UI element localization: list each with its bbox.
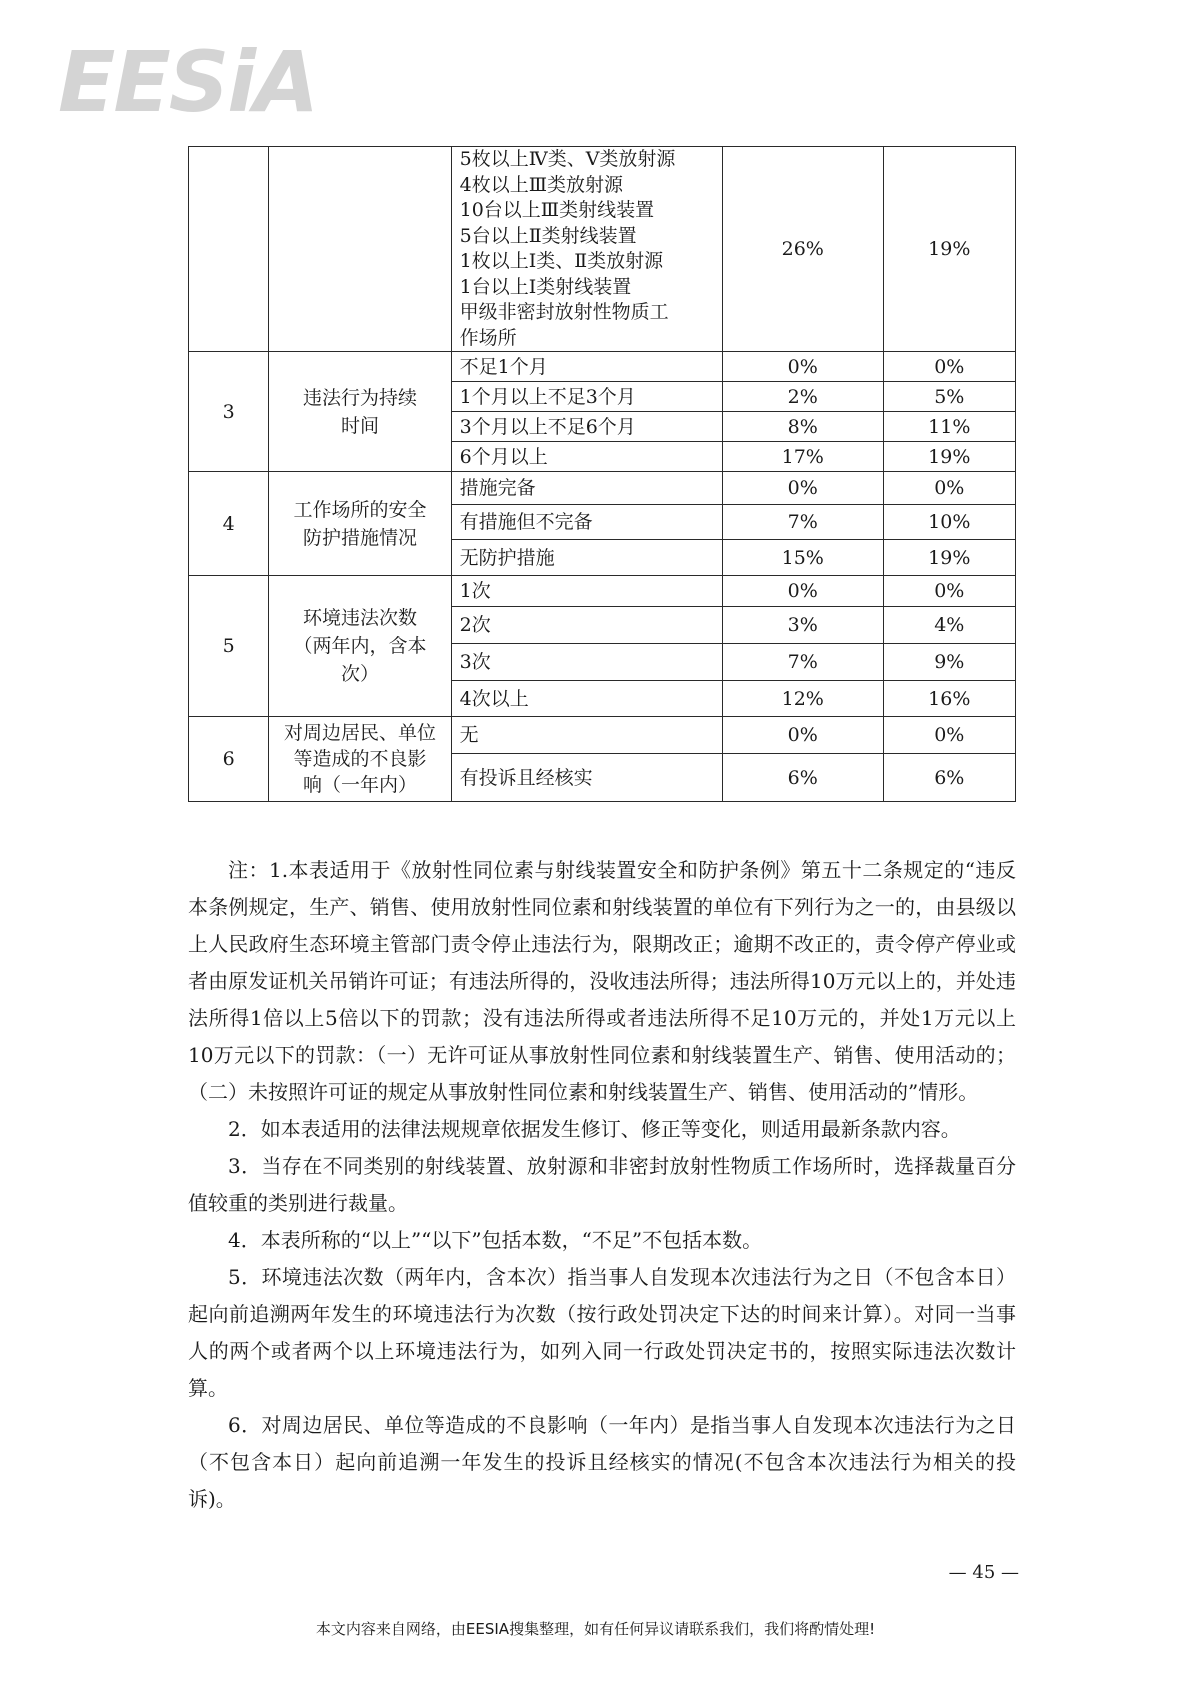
value-cell-2: 5% bbox=[883, 382, 1015, 412]
item-cell bbox=[269, 576, 451, 717]
value-cell-2: 4% bbox=[883, 607, 1015, 644]
item-line: 对周边居民、单位 bbox=[283, 722, 436, 744]
condition-line: 作场所 bbox=[459, 326, 517, 349]
condition-cell: 有措施但不完备 bbox=[451, 505, 722, 540]
item-line: 等造成的不良影 bbox=[293, 748, 427, 770]
item-line: 时间 bbox=[340, 414, 379, 437]
table-row bbox=[189, 576, 1016, 607]
value-cell-1: 7% bbox=[722, 644, 883, 681]
note-paragraph: 6．对周边居民、单位等造成的不良影响（一年内）是指当事人自发现本次违法行为之日（不包含本日）起向前追溯一年发生的投诉且经核实的情况(不包含本次违法行为相关的投诉)。 bbox=[188, 1413, 1016, 1511]
condition-cell: 有投诉且经核实 bbox=[451, 754, 722, 802]
condition-cell: 3次 bbox=[451, 644, 722, 681]
row-number: 6 bbox=[189, 717, 269, 802]
condition-cell: 3个月以上不足6个月 bbox=[451, 412, 722, 442]
condition-line: 甲级非密封放射性物质工 bbox=[459, 301, 669, 323]
table-row bbox=[189, 352, 1016, 382]
value-cell-2: 0% bbox=[883, 576, 1015, 607]
condition-line: 5台以上Ⅱ类射线装置 bbox=[459, 224, 637, 247]
item-line: 次） bbox=[340, 663, 379, 685]
condition-line: 5枚以上Ⅳ类、Ⅴ类放射源 bbox=[459, 148, 676, 170]
value-cell-1: 8% bbox=[722, 412, 883, 442]
table-notes bbox=[188, 852, 1016, 1518]
value-cell-1: 0% bbox=[722, 472, 883, 505]
value-cell-2: 10% bbox=[883, 505, 1015, 540]
condition-cell: 无防护措施 bbox=[451, 540, 722, 576]
item-line: 环境违法次数 bbox=[302, 607, 417, 629]
item-cell bbox=[269, 472, 451, 576]
table-row bbox=[189, 147, 1016, 352]
value-cell-2: 19% bbox=[883, 147, 1015, 352]
condition-cell: 4次以上 bbox=[451, 681, 722, 717]
note-paragraph: 注：1.本表适用于《放射性同位素与射线装置安全和防护条例》第五十二条规定的“违反本条例规定，生产、销售、使用放射性同位素和射线装置的单位有下列行为之一的，由县级以上人民政府生态环境主管部门责令停止违法行为，限期改正；逾期不改正的，责令停产停业或者由原发证机关吊销许可证；有违法所得的，没收违法所得；违法所得10万元以上的，并处违法所得1倍以上5倍以下的罚款；没有违法所得或者违法所得不足10万元的，并处1万元以上10万元以下的罚款：（一）无许可证从事放射性同位素和射线装置生产、销售、使用活动的；（二）未按照许可证的规定从事放射性同位素和射线装置生产、销售、使用活动的”情形。 bbox=[188, 858, 1016, 1104]
value-cell-1: 7% bbox=[722, 505, 883, 540]
table-row bbox=[189, 472, 1016, 505]
value-cell-1: 12% bbox=[722, 681, 883, 717]
value-cell-2: 0% bbox=[883, 352, 1015, 382]
condition-cell: 2次 bbox=[451, 607, 722, 644]
value-cell-2: 19% bbox=[883, 442, 1015, 472]
value-cell-1: 3% bbox=[722, 607, 883, 644]
note-paragraph: 2．如本表适用的法律法规规章依据发生修订、修正等变化，则适用最新条款内容。 bbox=[228, 1117, 961, 1141]
row-number: 4 bbox=[189, 472, 269, 576]
page-number: — 45 — bbox=[948, 1562, 1019, 1583]
note-paragraph: 4．本表所称的“以上”“以下”包括本数，“不足”不包括本数。 bbox=[228, 1228, 763, 1252]
note-paragraph: 5．环境违法次数（两年内，含本次）指当事人自发现本次违法行为之日（不包含本日）起向前追溯两年发生的环境违法行为次数（按行政处罚决定下达的时间来计算）。对同一当事人的两个或者两个以上环境违法行为，如列入同一行政处罚决定书的，按照实际违法次数计算。 bbox=[188, 1265, 1016, 1400]
value-cell-1: 26% bbox=[722, 147, 883, 352]
condition-line: 10台以上Ⅲ类射线装置 bbox=[459, 199, 655, 221]
condition-cell: 无 bbox=[451, 717, 722, 754]
row-number: 5 bbox=[189, 576, 269, 717]
item-cell bbox=[269, 147, 451, 352]
condition-cell: 不足1个月 bbox=[451, 352, 722, 382]
condition-cell: 1次 bbox=[451, 576, 722, 607]
value-cell-1: 17% bbox=[722, 442, 883, 472]
value-cell-2: 19% bbox=[883, 540, 1015, 576]
item-cell bbox=[269, 717, 451, 802]
condition-line: 4枚以上Ⅲ类放射源 bbox=[459, 173, 624, 196]
table-row bbox=[189, 717, 1016, 754]
footer-disclaimer: 本文内容来自网络，由EESIA搜集整理，如有任何异议请联系我们，我们将酌情处理! bbox=[315, 1620, 876, 1638]
value-cell-1: 0% bbox=[722, 717, 883, 754]
value-cell-1: 0% bbox=[722, 576, 883, 607]
value-cell-1: 6% bbox=[722, 754, 883, 802]
condition-cell bbox=[451, 147, 722, 352]
condition-cell: 措施完备 bbox=[451, 472, 722, 505]
condition-cell: 1个月以上不足3个月 bbox=[451, 382, 722, 412]
value-cell-2: 16% bbox=[883, 681, 1015, 717]
value-cell-2: 6% bbox=[883, 754, 1015, 802]
value-cell-1: 2% bbox=[722, 382, 883, 412]
penalty-table bbox=[188, 146, 1016, 802]
row-number bbox=[189, 147, 269, 352]
value-cell-2: 0% bbox=[883, 717, 1015, 754]
row-number: 3 bbox=[189, 352, 269, 472]
note-paragraph: 3．当存在不同类别的射线装置、放射源和非密封放射性物质工作场所时，选择裁量百分值较重的类别进行裁量。 bbox=[188, 1154, 1016, 1215]
item-line: 响（一年内） bbox=[302, 774, 417, 796]
value-cell-2: 9% bbox=[883, 644, 1015, 681]
item-cell bbox=[269, 352, 451, 472]
condition-line: 1台以上Ⅰ类射线装置 bbox=[459, 275, 632, 298]
value-cell-2: 0% bbox=[883, 472, 1015, 505]
value-cell-1: 0% bbox=[722, 352, 883, 382]
item-line: 防护措施情况 bbox=[302, 526, 417, 549]
condition-line: 1枚以上Ⅰ类、Ⅱ类放射源 bbox=[459, 250, 664, 272]
condition-cell: 6个月以上 bbox=[451, 442, 722, 472]
value-cell-1: 15% bbox=[722, 540, 883, 576]
item-line: 违法行为持续 bbox=[302, 386, 417, 409]
item-line: 工作场所的安全 bbox=[293, 498, 427, 521]
value-cell-2: 11% bbox=[883, 412, 1015, 442]
eesia-logo: EESiA bbox=[58, 33, 318, 131]
item-line: （两年内，含本 bbox=[293, 635, 427, 657]
